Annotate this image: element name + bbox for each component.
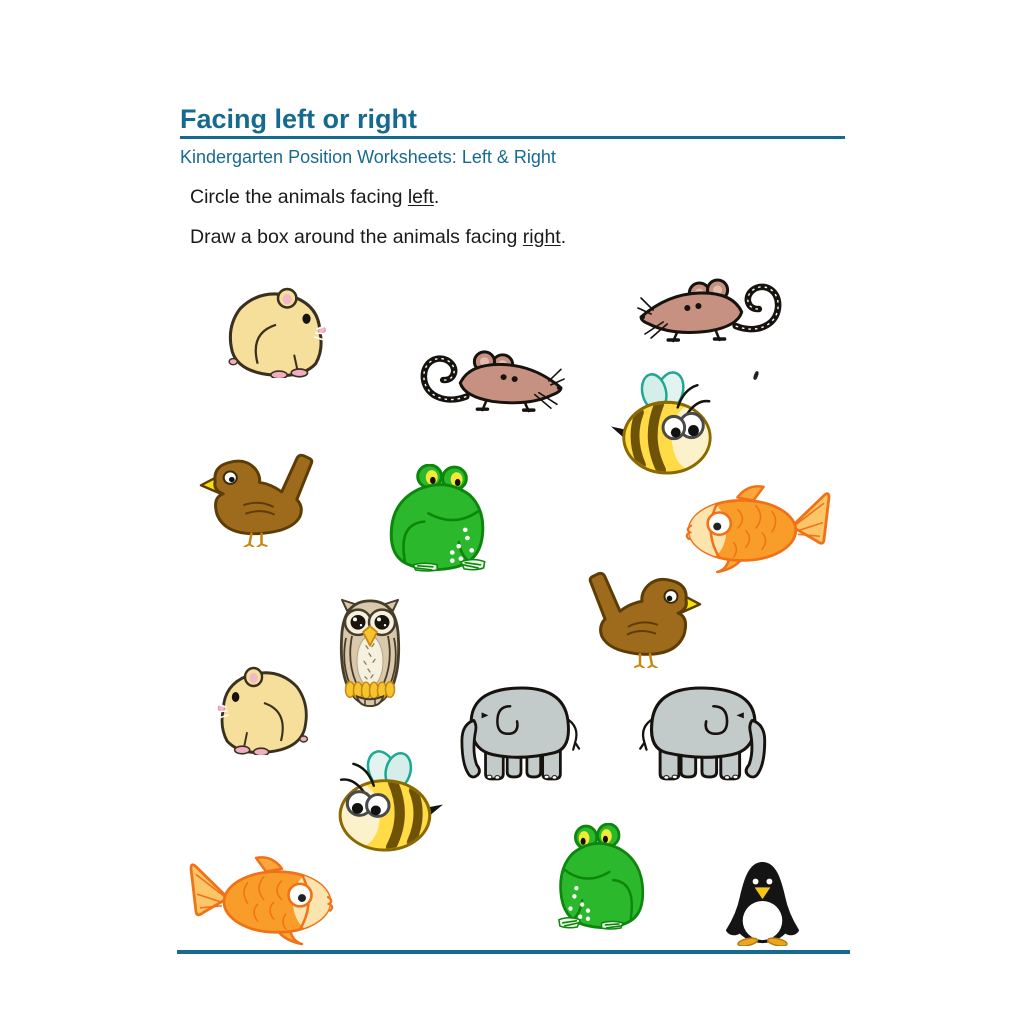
frog-right-illustration[interactable] xyxy=(381,464,489,572)
instruction-period: . xyxy=(560,226,567,248)
page-title: Facing left or right xyxy=(180,104,418,134)
instruction-text: Draw a box around the animals facing xyxy=(190,226,523,248)
bee-left-illustration[interactable] xyxy=(331,748,443,852)
elephant-icon xyxy=(635,678,771,785)
fish-left-illustration[interactable] xyxy=(677,482,833,574)
mouse-icon xyxy=(637,276,783,344)
hamster-right-illustration[interactable] xyxy=(221,286,333,378)
page-subtitle: Kindergarten Position Worksheets: Left & Right xyxy=(180,147,556,167)
mouse-right-illustration[interactable] xyxy=(419,348,565,414)
bird-icon xyxy=(199,452,320,547)
fish-icon xyxy=(187,853,342,946)
fish-icon xyxy=(677,482,833,574)
frog-icon xyxy=(555,823,652,930)
hamster-icon xyxy=(211,665,315,755)
instruction-emphasis-right: right xyxy=(522,226,561,248)
fish-right-illustration[interactable] xyxy=(187,853,342,946)
frog-icon xyxy=(381,464,489,572)
penguin-front-illustration[interactable] xyxy=(720,860,805,946)
bird-right-illustration[interactable] xyxy=(582,570,702,668)
bee-icon xyxy=(331,748,443,852)
penguin-icon xyxy=(720,860,805,946)
instruction-period: . xyxy=(433,186,440,208)
bee-icon xyxy=(611,369,719,475)
elephant-icon xyxy=(456,678,584,785)
elephant-right-illustration[interactable] xyxy=(635,678,771,785)
footer-rule xyxy=(177,950,850,954)
instruction-emphasis-left: left xyxy=(407,186,434,208)
frog-left-illustration[interactable] xyxy=(555,823,652,930)
mouse-icon xyxy=(419,348,565,414)
bee-right-illustration[interactable] xyxy=(611,369,719,475)
bird-icon xyxy=(582,570,702,668)
hamster-icon xyxy=(221,286,333,378)
stray-mark xyxy=(753,371,760,381)
mouse-left-illustration[interactable] xyxy=(637,276,783,344)
owl-icon xyxy=(333,595,407,709)
owl-front-illustration[interactable] xyxy=(333,595,407,709)
elephant-left-illustration[interactable] xyxy=(456,678,584,785)
bird-left-illustration[interactable] xyxy=(199,452,320,547)
hamster-left-illustration[interactable] xyxy=(211,665,315,755)
instruction-text: Circle the animals facing xyxy=(190,186,408,208)
